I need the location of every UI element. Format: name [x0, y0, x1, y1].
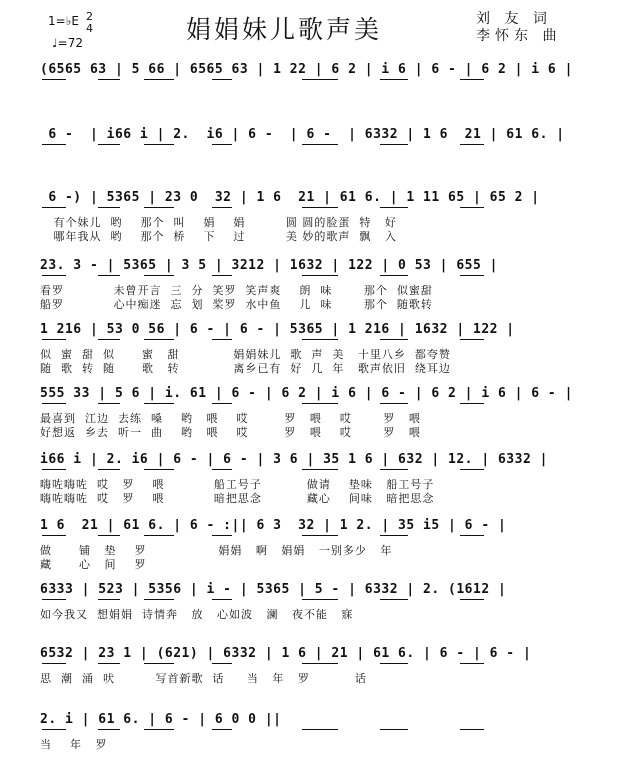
- beam-line: [98, 144, 120, 145]
- score-row: [40, 452, 560, 512]
- beam-line: [212, 729, 232, 730]
- beam-line: [302, 339, 338, 340]
- beam-line: [42, 144, 66, 145]
- beam-line: [380, 729, 408, 730]
- beam-line: [42, 469, 66, 470]
- beam-line: [212, 275, 232, 276]
- beam-line: [98, 403, 120, 404]
- notation-line: i66 i | 2. i6 | 6 - | 6 - | 3 6 | 35 1 6 | 632 | 12. | 6332 |: [40, 452, 548, 467]
- beam-line: [380, 469, 408, 470]
- score-row: [40, 190, 560, 250]
- lyric-line: 看罗 未曾开言 三 分 笑罗 笑声爽 朗 味 那个 似蜜甜: [40, 284, 433, 297]
- beam-line: [42, 599, 66, 600]
- score-row: [40, 712, 560, 772]
- beam-line: [212, 144, 232, 145]
- beam-line: [302, 144, 338, 145]
- key-signature: 1=♭E: [48, 14, 79, 28]
- beam-line: [380, 144, 408, 145]
- beam-line: [212, 403, 232, 404]
- beam-line: [380, 663, 408, 664]
- beam-line: [460, 144, 484, 145]
- beam-line: [460, 729, 484, 730]
- beam-line: [98, 663, 120, 664]
- beam-line: [98, 275, 120, 276]
- beam-line: [302, 729, 338, 730]
- beam-line: [460, 403, 484, 404]
- notation-line: 6333 | 523 | 5356 | i - | 5365 | 5 - | 6332 | 2. (1612 |: [40, 582, 507, 597]
- lyric-line: 船罗 心中痴迷 忘 划 桨罗 水中鱼 儿 味 那个 随歌转: [40, 298, 433, 311]
- lyric-line: 当 年 罗: [40, 738, 108, 751]
- composer-credit: 李怀东 曲: [476, 28, 562, 44]
- beam-line: [144, 729, 174, 730]
- score-row: [40, 518, 560, 578]
- beam-line: [144, 79, 174, 80]
- beam-line: [42, 79, 66, 80]
- beam-line: [212, 535, 232, 536]
- lyric-line: 藏 心 间 罗: [40, 558, 147, 571]
- score-row: [40, 386, 573, 446]
- beam-line: [380, 207, 408, 208]
- beam-line: [380, 535, 408, 536]
- lyric-line: 有个妹儿 哟 那个 叫 娟 娟 圆 圆的脸蛋 特 好: [40, 216, 397, 229]
- notation-line: 23. 3 - | 5365 | 3 5 | 3212 | 1632 | 122 | 0 53 | 655 |: [40, 258, 498, 273]
- lyric-line: 如今我又 想娟娟 诗情奔 放 心如波 澜 夜不能 寐: [40, 608, 354, 621]
- beam-line: [42, 729, 66, 730]
- beam-line: [212, 599, 232, 600]
- beam-line: [212, 663, 232, 664]
- beam-line: [460, 663, 484, 664]
- score-row: [40, 322, 560, 382]
- beam-line: [42, 207, 66, 208]
- beam-line: [302, 599, 338, 600]
- beam-line: [144, 207, 174, 208]
- beam-line: [144, 144, 174, 145]
- beam-line: [42, 663, 66, 664]
- lyric-line: 随 歌 转 随 歌 转 离乡已有 好 几 年 歌声依旧 绕耳边: [40, 362, 451, 375]
- notation-line: 555 33 | 5 6 | i. 61 | 6 - | 6 2 | i 6 | 6 - | 6 2 | i 6 | 6 - |: [40, 386, 573, 401]
- beam-line: [212, 339, 232, 340]
- notation-line: 6 - | i66 i | 2. i6 | 6 - | 6 - | 6332 | 1 6 21 | 61 6. |: [40, 127, 565, 142]
- tempo-mark: ♩=72: [52, 36, 83, 50]
- score-row: [40, 127, 565, 187]
- beam-line: [302, 275, 338, 276]
- beam-line: [460, 535, 484, 536]
- beam-line: [380, 339, 408, 340]
- score-row: [40, 258, 560, 318]
- notation-line: 2. i | 61 6. | 6 - | 6 0 0 ||: [40, 712, 282, 727]
- beam-line: [302, 535, 338, 536]
- beam-line: [302, 663, 338, 664]
- beam-line: [98, 535, 120, 536]
- beam-line: [380, 79, 408, 80]
- beam-line: [42, 275, 66, 276]
- lyric-line: 嗨咗嗨咗 哎 罗 喂 暗把思念 藏心 间味 暗把思念: [40, 492, 435, 505]
- lyric-line: 嗨咗嗨咗 哎 罗 喂 船工号子 做请 垫味 船工号子: [40, 478, 435, 491]
- beam-line: [144, 469, 174, 470]
- beam-line: [98, 469, 120, 470]
- beam-line: [460, 275, 484, 276]
- beam-line: [212, 79, 232, 80]
- lyric-line: 做 铺 垫 罗 娟娟 啊 娟娟 一别多少 年: [40, 544, 393, 557]
- notation-line: (6565 63 | 5 66 | 6565 63 | 1 22 | 6 2 | i 6 | 6 - | 6 2 | i 6 |: [40, 62, 573, 77]
- notation-line: 1 216 | 53 0 56 | 6 - | 6 - | 5365 | 1 216 | 1632 | 122 |: [40, 322, 515, 337]
- beam-line: [460, 599, 484, 600]
- beam-line: [380, 403, 408, 404]
- beam-line: [42, 403, 66, 404]
- beam-line: [98, 339, 120, 340]
- beam-line: [460, 79, 484, 80]
- lyric-line: 好想返 乡去 听一 曲 哟 喂 哎 罗 喂 哎 罗 喂: [40, 426, 421, 439]
- lyric-line: 似 蜜 甜 似 蜜 甜 娟娟妹儿 歌 声 美 十里八乡 都夸赞: [40, 348, 451, 361]
- beam-line: [302, 207, 338, 208]
- beam-line: [302, 403, 338, 404]
- beam-line: [460, 339, 484, 340]
- beam-line: [380, 275, 408, 276]
- beam-line: [302, 469, 338, 470]
- beam-line: [144, 663, 174, 664]
- beam-line: [380, 599, 408, 600]
- beam-line: [98, 729, 120, 730]
- lyricist-credit: 刘 友 词: [476, 11, 552, 27]
- beam-line: [98, 599, 120, 600]
- beam-line: [144, 403, 174, 404]
- score-row: [40, 646, 560, 706]
- notation-line: 1 6 21 | 61 6. | 6 - :|| 6 3 32 | 1 2. | 35 i5 | 6 - |: [40, 518, 507, 533]
- beam-line: [460, 207, 484, 208]
- score-row: [40, 582, 560, 642]
- time-signature-bottom: 4: [86, 22, 93, 35]
- notation-line: 6532 | 23 1 | (621) | 6332 | 1 6 | 21 | 61 6. | 6 - | 6 - |: [40, 646, 532, 661]
- beam-line: [42, 339, 66, 340]
- beam-line: [302, 79, 338, 80]
- beam-line: [98, 79, 120, 80]
- lyric-line: 思 潮 涌 吠 写首新歌 话 当 年 罗 话: [40, 672, 367, 685]
- lyric-line: 最喜到 江边 去练 嗓 哟 喂 哎 罗 喂 哎 罗 喂: [40, 412, 421, 425]
- beam-line: [144, 535, 174, 536]
- beam-line: [460, 469, 484, 470]
- beam-line: [212, 207, 232, 208]
- beam-line: [144, 599, 174, 600]
- beam-line: [212, 469, 232, 470]
- time-signature-top: 2: [86, 10, 93, 23]
- score-row: [40, 62, 573, 122]
- beam-line: [144, 339, 174, 340]
- notation-line: 6 -) | 5365 | 23 0 32 | 1 6 21 | 61 6. | 1 11 65 | 65 2 |: [40, 190, 540, 205]
- song-title: 娟娟妹儿歌声美: [186, 15, 383, 44]
- beam-line: [98, 207, 120, 208]
- beam-line: [42, 535, 66, 536]
- beam-line: [144, 275, 174, 276]
- lyric-line: 哪年我从 哟 那个 桥 下 过 美 妙的歌声 飘 入: [40, 230, 397, 243]
